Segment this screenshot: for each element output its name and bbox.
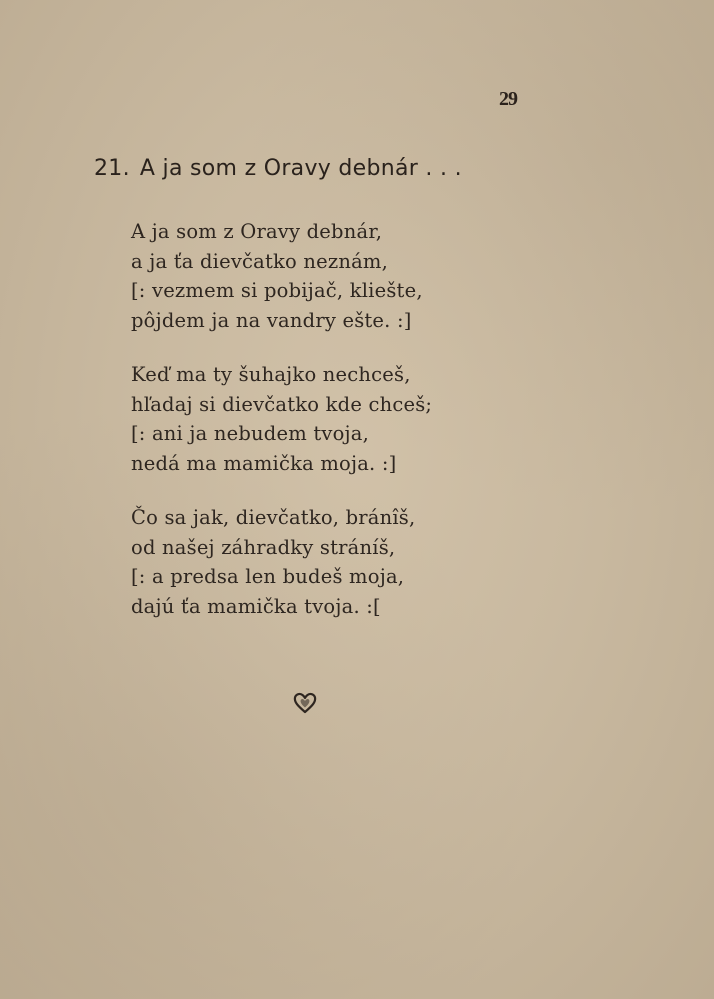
verse-line: Keď ma ty šuhajko nechceš, [131,363,411,386]
stanza-1 [131,217,423,335]
verse-line: a ja ťa dievčatko neznám, [131,249,389,273]
verse-line: dajú ťa mamička tvoja. :[ [131,594,381,618]
page-number: 29 [499,88,517,110]
song-title: A ja som z Oravy debnár . . . [139,156,462,181]
stanza-3 [131,503,415,621]
stanza-2 [131,360,432,478]
song-number: 21. [94,156,130,181]
verse-line: [: a predsa len budeš moja, [131,565,405,588]
verse-line: A ja som z Oravy debnár, [131,220,383,243]
verse-line: [: vezmem si pobijač, kliešte, [131,279,423,302]
verse-line: nedá ma mamička moja. :] [131,451,397,475]
verse-line: Čo sa jak, dievčatko, bránîš, [131,506,416,529]
verse-line: hľadaj si dievčatko kde chceš; [131,392,433,416]
song-heading [94,156,462,181]
heart-ornament-icon [292,690,318,716]
verse-line: od našej záhradky stráníš, [131,535,396,559]
verse-line: pôjdem ja na vandry ešte. :] [131,308,412,332]
verse-line: [: ani ja nebudem tvoja, [131,422,369,445]
